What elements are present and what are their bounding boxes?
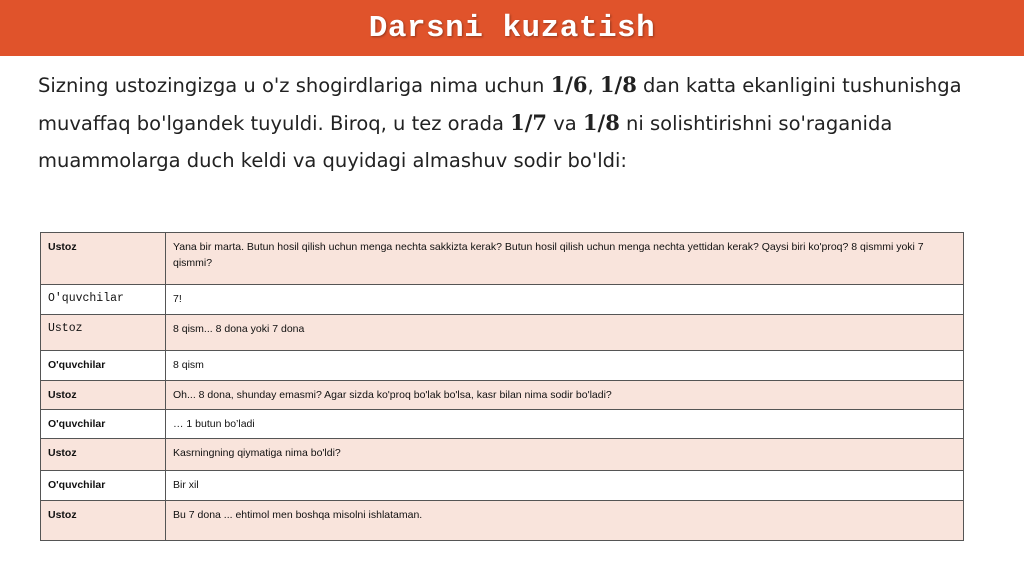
speaker-cell: Ustoz: [41, 381, 166, 410]
table-row: [41, 233, 964, 285]
utterance-cell: Bir xil: [166, 471, 964, 501]
speaker-cell: Ustoz: [41, 315, 166, 351]
table-row: [41, 501, 964, 541]
intro-text-2: ,: [587, 74, 600, 97]
speaker-cell: O'quvchilar: [41, 351, 166, 381]
utterance-cell: … 1 butun bo’ladi: [166, 410, 964, 439]
table-row: [41, 471, 964, 501]
utterance-cell: Kasrningning qiymatiga nima bo'ldi?: [166, 439, 964, 471]
intro-text-3: dan katta ekanligini tushunishga muvaffaq bo'lgandek tuyuldi. Biroq, u tez orada: [38, 74, 962, 135]
intro-text-4: va: [547, 112, 583, 135]
speaker-cell: O'quvchilar: [41, 410, 166, 439]
speaker-cell: O'quvchilar: [41, 285, 166, 315]
table-row: [41, 410, 964, 439]
title-banner: [0, 0, 1024, 56]
intro-text-1: Sizning ustozingizga u o'z shogirdlariga nima uchun: [38, 74, 551, 97]
table-row: [41, 315, 964, 351]
speaker-cell: Ustoz: [41, 439, 166, 471]
table-row: [41, 381, 964, 410]
fraction-one-seventh: 1/7: [510, 110, 548, 135]
fraction-one-eighth-second: 1/8: [582, 110, 620, 135]
fraction-one-sixth: 1/6: [550, 72, 588, 97]
utterance-cell: Yana bir marta. Butun hosil qilish uchun menga nechta sakkizta kerak? Butun hosil qilish uchun menga nechta yettidan kerak? Qaysi biri ko'proq? 8 qismmi yoki 7 qismmi?: [166, 233, 964, 285]
fraction-one-eighth: 1/8: [599, 72, 637, 97]
utterance-cell: 8 qism: [166, 351, 964, 381]
utterance-cell: Oh... 8 dona, shunday emasmi? Agar sizda ko'proq bo'lak bo'lsa, kasr bilan nima sodir bo'ladi?: [166, 381, 964, 410]
speaker-cell: Ustoz: [41, 501, 166, 541]
table-row: [41, 351, 964, 381]
slide-title: Darsni kuzatish: [368, 10, 656, 46]
dialogue-table: [40, 232, 964, 541]
utterance-cell: 7!: [166, 285, 964, 315]
table-row: [41, 439, 964, 471]
utterance-cell: 8 qism... 8 dona yoki 7 dona: [166, 315, 964, 351]
speaker-cell: O'quvchilar: [41, 471, 166, 501]
speaker-cell: Ustoz: [41, 233, 166, 285]
table-row: [41, 285, 964, 315]
intro-paragraph: [38, 66, 998, 179]
utterance-cell: Bu 7 dona ... ehtimol men boshqa misolni ishlataman.: [166, 501, 964, 541]
intro-text-5: ni solishtirishni so'raganida muammolarga duch keldi va quyidagi almashuv sodir bo'ldi:: [38, 112, 893, 172]
